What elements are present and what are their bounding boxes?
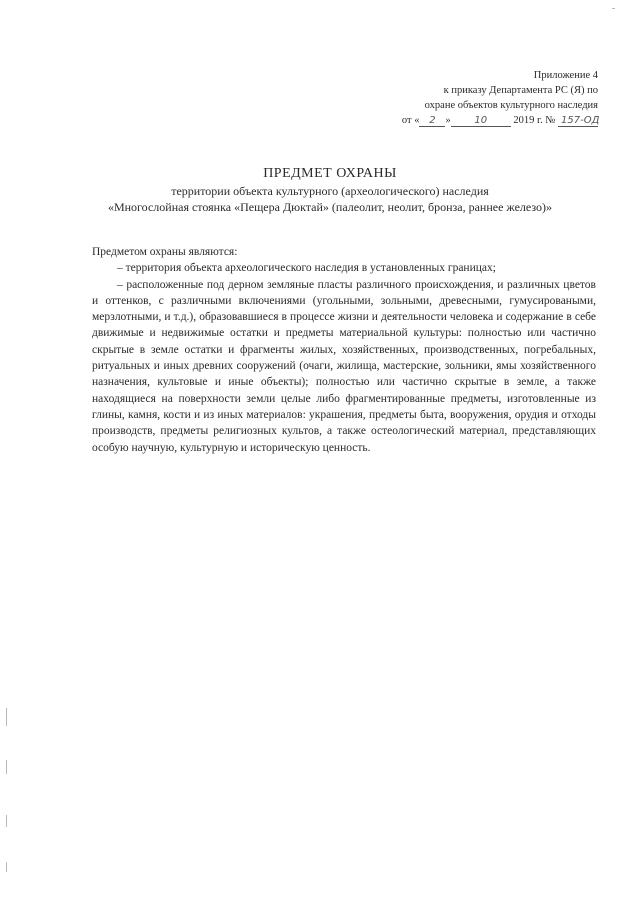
document-subtitle-1: территории объекта культурного (археологического) наследия — [171, 184, 489, 198]
body-intro: Предметом охраны являются: — [92, 246, 238, 258]
appendix-number: Приложение 4 — [533, 70, 598, 81]
appendix-date-line — [368, 113, 598, 128]
document-subtitle-2: «Многослойная стоянка «Пещера Дюктай» (палеолит, неолит, бронза, раннее железо)» — [107, 200, 553, 214]
date-mid: » — [445, 115, 451, 126]
body-item-2: – расположенные под дерном земляные пласты различного происхождения, и различных цветов и оттенков, с различными включениями (угольными, зольными, древесными, гумусироваными, мерзлотными, и т.д.), образовавшиеся в процессе жизни и деятельности человека и содержание в себе движимые и недвижимые остатки и предметы материальной культуры: полностью или частично скрытые в земле остатки и фрагменты жилых, хозяйственных, производственных, погребальных, ритуальных и иных древних сооружений (очаги, жилища, мастерские, зольники, ямы хозяйственного назначения, культовые и иные объекты); полностью или частично скрытые в земле, а также находящиеся на поверхности земли целые либо фрагментированные предметы, изготовленные из глины, камня, кости и из иных материалов: украшения, предметы быта, вооружения, орудия и отходы производств, предметы религиозных культов, а также остеологический материал, представляющих особую научную, культурную и историческую ценность. — [92, 278, 596, 454]
appendix-order-ref: к приказу Департамента РС (Я) по — [443, 85, 598, 96]
handwritten-month: 10 — [451, 115, 511, 127]
scan-artifact — [6, 815, 7, 827]
body-text — [92, 244, 596, 456]
date-prefix: от « — [401, 115, 420, 126]
scan-artifact — [6, 862, 7, 872]
scan-artifact — [612, 8, 615, 9]
appendix-department: охране объектов культурного наследия — [424, 100, 598, 111]
handwritten-day: 2 — [419, 115, 445, 127]
appendix-block — [368, 68, 598, 128]
document-title: ПРЕДМЕТ ОХРАНЫ — [263, 166, 397, 181]
scan-artifact — [6, 760, 7, 774]
date-year: 2019 г. № — [513, 115, 556, 126]
body-item-1: – территория объекта археологического наследия в установленных границах; — [117, 262, 496, 275]
scan-artifact — [6, 708, 7, 726]
handwritten-order-number: 157-ОД — [558, 115, 598, 127]
heading-block — [60, 165, 600, 215]
